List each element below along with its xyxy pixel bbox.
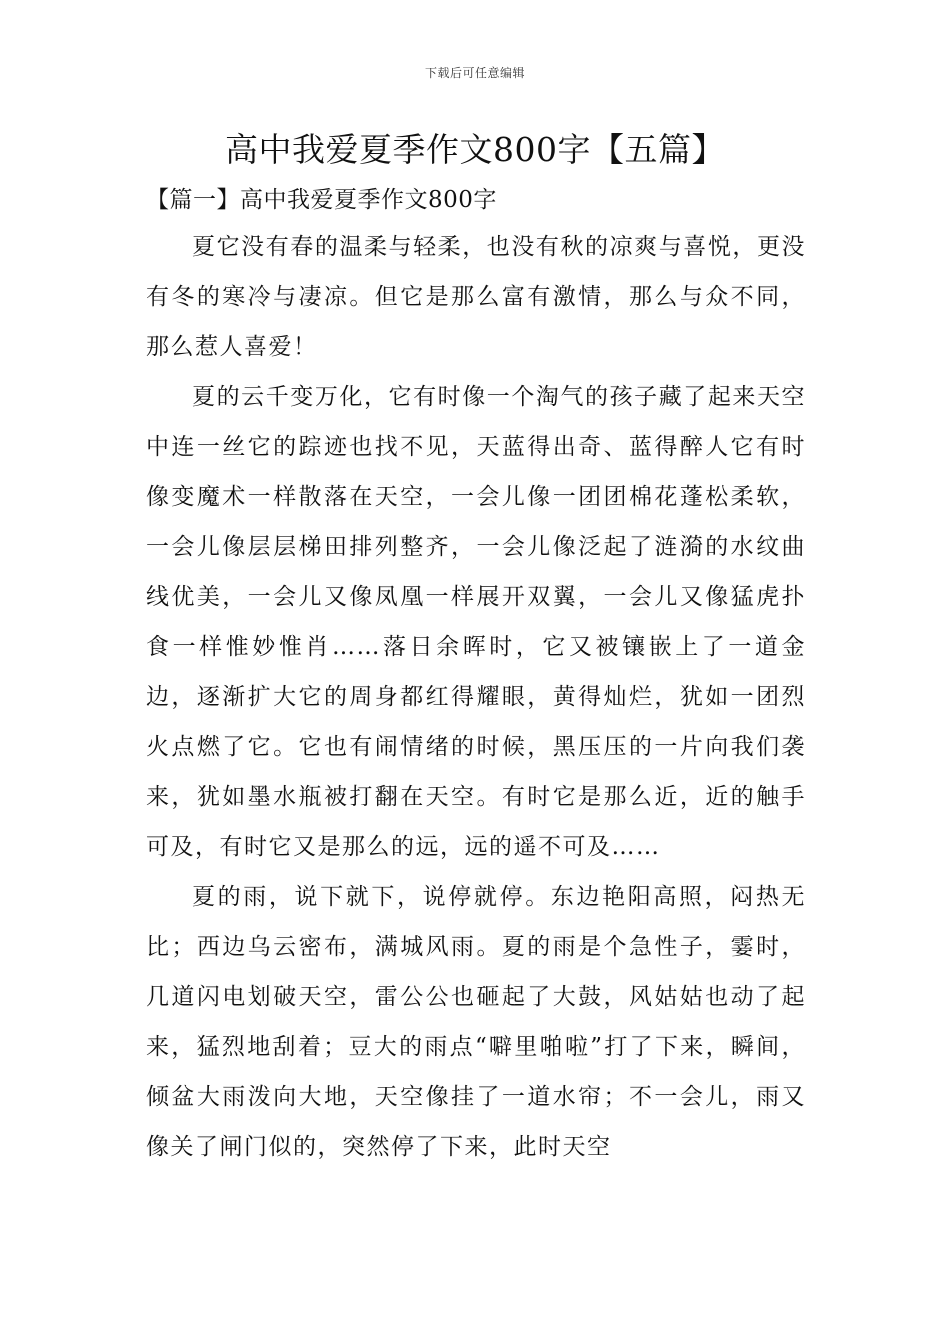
body-text [146,222,806,1172]
paragraph-rain: 夏的雨，说下就下，说停就停。东边艳阳高照，闷热无比；西边乌云密布，满城风雨。夏的雨是个急性子，霎时，几道闪电划破天空，雷公公也砸起了大鼓，风姑姑也动了起来，猛烈地刮着；豆大的雨点“噼里啪啦”打了下来，瞬间，倾盆大雨泼向大地，天空像挂了一道水帘；不一会儿，雨又像关了闸门似的，突然停了下来，此时天空 [146,884,806,1160]
paragraph-clouds: 夏的云千变万化，它有时像一个淘气的孩子藏了起来天空中连一丝它的踪迹也找不见，天蓝得出奇、蓝得醉人它有时像变魔术一样散落在天空，一会儿像一团团棉花蓬松柔软，一会儿像层层梯田排列整齐，一会儿像泛起了涟漪的水纹曲线优美，一会儿又像凤凰一样展开双翼，一会儿又像猛虎扑食一样惟妙惟肖……落日余晖时，它又被镶嵌上了一道金边，逐渐扩大它的周身都红得耀眼，黄得灿烂，犹如一团烈火点燃了它。它也有闹情绪的时候，黑压压的一片向我们袭来，犹如墨水瓶被打翻在天空。有时它是那么近，近的触手可及，有时它又是那么的远，远的遥不可及…… [146,384,806,860]
section-heading: 【篇一】高中我爱夏季作文800字 [146,187,497,213]
paragraph-intro: 夏它没有春的温柔与轻柔，也没有秋的凉爽与喜悦，更没有冬的寒冷与凄凉。但它是那么富有激情，那么与众不同，那么惹人喜爱！ [146,234,806,360]
document-title: 高中我爱夏季作文800字【五篇】 [225,130,725,169]
header-note: 下载后可任意编辑 [424,66,525,80]
